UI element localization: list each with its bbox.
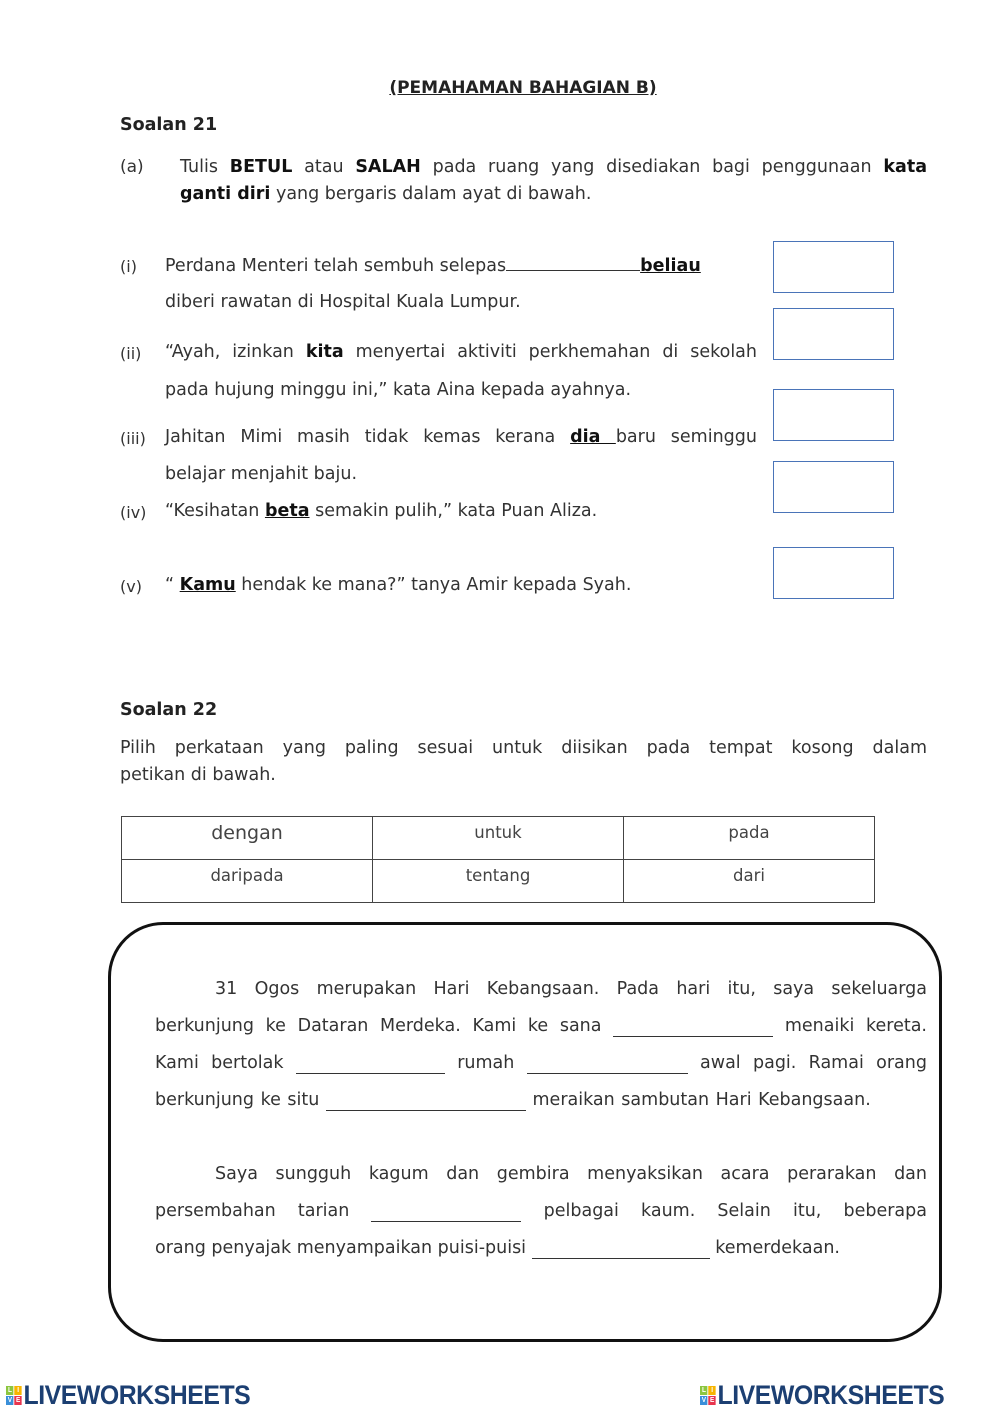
item-iii-line-1: Jahitan Mimi masih tidak kemas kerana dia baru seminggu	[165, 427, 757, 447]
passage-line: berkunjung ke situ meraikan sambutan Hari Kebangsaan.	[155, 1090, 871, 1110]
answer-box-iv[interactable]	[773, 461, 894, 513]
blank-6-input[interactable]	[532, 1240, 710, 1259]
soalan-21-label: Soalan 21	[120, 115, 218, 135]
word-cell: dari	[624, 860, 875, 903]
answer-box-i[interactable]	[773, 241, 894, 293]
word-bank-table	[121, 816, 875, 903]
page-title: (PEMAHAMAN BAHAGIAN B)	[389, 78, 657, 98]
blank-3-input[interactable]	[527, 1055, 688, 1074]
item-ii-line-1: “Ayah, izinkan kita menyertai aktiviti perkhemahan di sekolah	[165, 342, 757, 362]
soalan-22-label: Soalan 22	[120, 700, 218, 720]
liveworksheets-logo: L I V E LIVEWORKSHEETS	[7, 1380, 251, 1410]
blank-5-input[interactable]	[371, 1203, 521, 1222]
table-row	[122, 860, 875, 903]
passage-line: berkunjung ke Dataran Merdeka. Kami ke sana menaiki kereta.	[155, 1016, 927, 1036]
live-blocks-icon: L I V E	[7, 1387, 20, 1404]
item-number: (v)	[120, 577, 142, 596]
word-cell: daripada	[122, 860, 373, 903]
answer-box-ii[interactable]	[773, 308, 894, 360]
instruction-line-2: ganti diri yang bergaris dalam ayat di bawah.	[180, 184, 592, 204]
item-number: (iii)	[120, 429, 146, 448]
item-i-line-1: Perdana Menteri telah sembuh selepas beliau	[165, 256, 701, 276]
word-cell: pada	[624, 817, 875, 860]
item-iii-line-2: belajar menjahit baju.	[165, 464, 358, 484]
instruction-22-line-2: petikan di bawah.	[120, 765, 276, 785]
word-cell: untuk	[373, 817, 624, 860]
blank-1-input[interactable]	[613, 1018, 773, 1037]
item-number: (i)	[120, 257, 137, 276]
item-number: (iv)	[120, 503, 147, 522]
passage-line: Kami bertolak rumah awal pagi. Ramai orang	[155, 1053, 927, 1073]
live-blocks-icon: L I V E	[701, 1387, 714, 1404]
passage-line: Saya sungguh kagum dan gembira menyaksikan acara perarakan dan	[215, 1164, 927, 1184]
answer-box-v[interactable]	[773, 547, 894, 599]
instruction-line-1: Tulis BETUL atau SALAH pada ruang yang disediakan bagi penggunaan kata	[180, 157, 927, 177]
passage-line: persembahan tarian pelbagai kaum. Selain itu, beberapa	[155, 1201, 927, 1221]
item-number: (ii)	[120, 344, 142, 363]
item-iv-line-1: “Kesihatan beta semakin pulih,” kata Puan Aliza.	[165, 501, 598, 521]
table-row	[122, 817, 875, 860]
item-v-line-1: “ Kamu hendak ke mana?” tanya Amir kepada Syah.	[165, 575, 632, 595]
blank-line	[506, 254, 640, 271]
item-i-line-2: diberi rawatan di Hospital Kuala Lumpur.	[165, 292, 521, 312]
passage-line: 31 Ogos merupakan Hari Kebangsaan. Pada hari itu, saya sekeluarga	[215, 979, 927, 999]
word-cell: tentang	[373, 860, 624, 903]
blank-2-input[interactable]	[296, 1055, 445, 1074]
part-label: (a)	[120, 157, 144, 177]
answer-box-iii[interactable]	[773, 389, 894, 441]
item-ii-line-2: pada hujung minggu ini,” kata Aina kepada ayahnya.	[165, 380, 632, 400]
liveworksheets-logo: L I V E LIVEWORKSHEETS	[701, 1380, 945, 1410]
instruction-22-line-1: Pilih perkataan yang paling sesuai untuk diisikan pada tempat kosong dalam	[120, 738, 927, 758]
word-cell: dengan	[122, 817, 373, 860]
blank-4-input[interactable]	[326, 1092, 526, 1111]
passage-line: orang penyajak menyampaikan puisi-puisi kemerdekaan.	[155, 1238, 840, 1258]
